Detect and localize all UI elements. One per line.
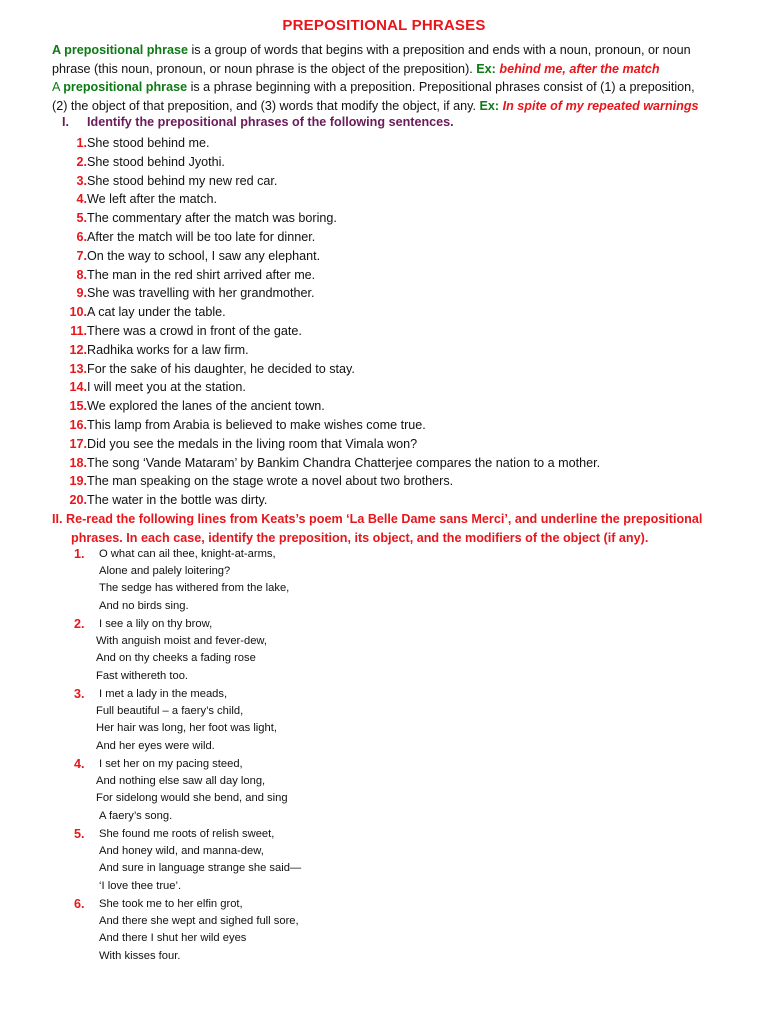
sentence-item [60,472,454,490]
sentence-text: The water in the bottle was dirty. [87,493,268,508]
sentence-item [60,303,226,321]
sentence-item [60,247,321,265]
intro-1-line-1 [52,41,732,60]
sentence-number: 6. [76,230,87,244]
sentence-item [60,209,337,227]
sentence-text: She stood behind me. [87,136,210,150]
sentence-item [60,228,316,246]
sentence-number: 4. [76,192,87,207]
sentence-text: I will meet you at the station. [87,380,246,395]
sentence-text: Radhika works for a law firm. [87,342,249,357]
poem-line: She found me roots of relish sweet, [99,828,275,840]
poem-line: Her hair was long, her foot was light, [96,722,277,735]
page-title: PREPOSITIONAL PHRASES [282,17,486,34]
sentence-text: After the match will be too late for dinner. [87,230,316,244]
example-label: Ex: [476,61,500,76]
poem-line: The sedge has withered from the lake, [99,582,290,595]
poem-line: And her eyes were wild. [96,739,215,752]
sentence-number: 3. [76,173,87,188]
intro-text: is a phrase beginning with a preposition. Prepositional phrases consist of (1) a preposition, [187,80,695,94]
section-2-heading-line-2: phrases. In each case, identify the preposition, its object, and the modifiers of the object (if any). [71,531,649,545]
intro-text: (2) the object of that preposition, and (3) words that modify the object, if any. [52,98,480,113]
stanza-number: 5. [74,827,85,841]
sentence-number: 10. [69,305,87,320]
sentence-item [60,284,315,302]
sentence-text: The song ‘Vande Mataram’ by Bankim Chandra Chatterjee compares the nation to a mother. [87,455,601,470]
sentence-number: 18. [69,455,87,470]
section-2-heading [52,510,702,548]
section-2-heading-line-1: II. Re-read the following lines from Keats’s poem ‘La Belle Dame sans Merci’, and underline the prepositional [52,512,703,526]
poem-line: Alone and palely loitering? [99,565,231,578]
sentence-item [60,322,302,340]
sentence-item [60,190,217,208]
example-text: In spite of my repeated warnings [502,98,699,113]
poem-line: ‘I love thee true’. [99,879,182,892]
sentence-number: 17. [69,436,87,451]
sentence-number: 14. [69,380,87,395]
intro-text: phrase (this noun, pronoun, or noun phrase is the object of the preposition). [52,61,477,76]
sentence-item [60,134,210,152]
poem-line: And there she wept and sighed full sore, [99,915,299,928]
sentence-item [60,378,246,396]
sentence-item [60,172,278,190]
sentence-text: We explored the lanes of the ancient town. [87,399,325,414]
section-1-heading [62,115,454,129]
sentence-number: 12. [69,342,87,357]
poem-line: With kisses four. [99,949,181,962]
intro-lead: A [52,80,64,94]
intro-2-line-1 [52,78,732,97]
sentence-item [60,397,325,415]
sentence-text: A cat lay under the table. [87,305,226,320]
sentence-number: 11. [70,324,87,338]
sentence-item [60,360,355,378]
poem-line: And no birds sing. [99,599,189,612]
stanza-number: 3. [74,687,85,701]
poem-line: She took me to her elfin grot, [99,898,243,910]
sentence-text: This lamp from Arabia is believed to make wishes come true. [87,418,426,432]
poem-line: Fast withereth too. [96,669,189,682]
intro-text: is a group of words that begins with a preposition and ends with a noun, pronoun, or noun [188,43,691,57]
poem-line: Full beautiful – a faery’s child, [96,705,244,718]
sentence-number: 9. [76,286,87,301]
stanza-number: 4. [74,757,85,771]
sentence-item [60,153,225,171]
sentence-number: 8. [76,267,87,282]
stanza-number: 1. [74,547,85,561]
example-label: Ex: [479,98,503,113]
sentence-number: 16. [69,418,87,432]
intro-2-line-2 [52,97,732,116]
sentence-text: She stood behind Jyothi. [87,154,225,169]
section-heading-text: Identify the prepositional phrases of the following sentences. [87,115,454,129]
sentence-number: 15. [69,399,87,414]
sentence-item [60,491,268,509]
sentence-number: 5. [76,211,87,226]
term-highlight: A prepositional phrase [52,43,188,57]
sentence-text: The man speaking on the stage wrote a novel about two brothers. [87,474,454,489]
sentence-number: 19. [69,474,87,489]
intro-paragraph-2 [52,78,732,115]
sentence-text: Did you see the medals in the living room that Vimala won? [87,436,418,451]
poem-line: A faery’s song. [99,809,173,822]
sentence-text: There was a crowd in front of the gate. [87,324,302,338]
sentence-text: We left after the match. [87,192,217,207]
poem-line: I see a lily on thy brow, [99,618,213,630]
poem-line: O what can ail thee, knight-at-arms, [99,548,276,560]
poem-line: And there I shut her wild eyes [99,932,247,945]
section-numeral: I. [62,115,69,129]
term-highlight: prepositional phrase [63,80,188,94]
poem-line: With anguish moist and fever-dew, [96,635,268,648]
sentence-text: On the way to school, I saw any elephant. [87,248,321,263]
sentence-number: 7. [76,248,87,263]
sentence-item [60,266,316,284]
intro-1-line-2 [52,60,732,79]
poem-line: And on thy cheeks a fading rose [96,652,256,665]
sentence-item [60,454,601,472]
sentence-text: The commentary after the match was boring. [87,211,337,226]
poem-line: And honey wild, and manna-dew, [99,845,264,858]
poem-line: And nothing else saw all day long, [96,775,266,788]
sentence-number: 2. [76,154,87,169]
intro-paragraph-1 [52,41,732,78]
sentence-text: She stood behind my new red car. [87,173,278,188]
sentence-item [60,341,249,359]
sentence-item [60,416,426,434]
poem-line: For sidelong would she bend, and sing [96,792,288,805]
sentence-number: 1. [76,136,87,150]
stanza-number: 6. [74,897,85,911]
sentence-text: The man in the red shirt arrived after me. [87,267,316,282]
sentence-number: 13. [69,361,87,376]
sentence-text: She was travelling with her grandmother. [87,286,315,301]
poem-line: And sure in language strange she said— [99,862,302,875]
poem-line: I set her on my pacing steed, [99,758,243,770]
sentence-number: 20. [69,493,87,508]
poem-line: I met a lady in the meads, [99,688,228,700]
example-text: behind me, after the match [499,61,660,76]
sentence-text: For the sake of his daughter, he decided to stay. [87,361,355,376]
sentence-item [60,435,418,453]
stanza-number: 2. [74,617,85,631]
